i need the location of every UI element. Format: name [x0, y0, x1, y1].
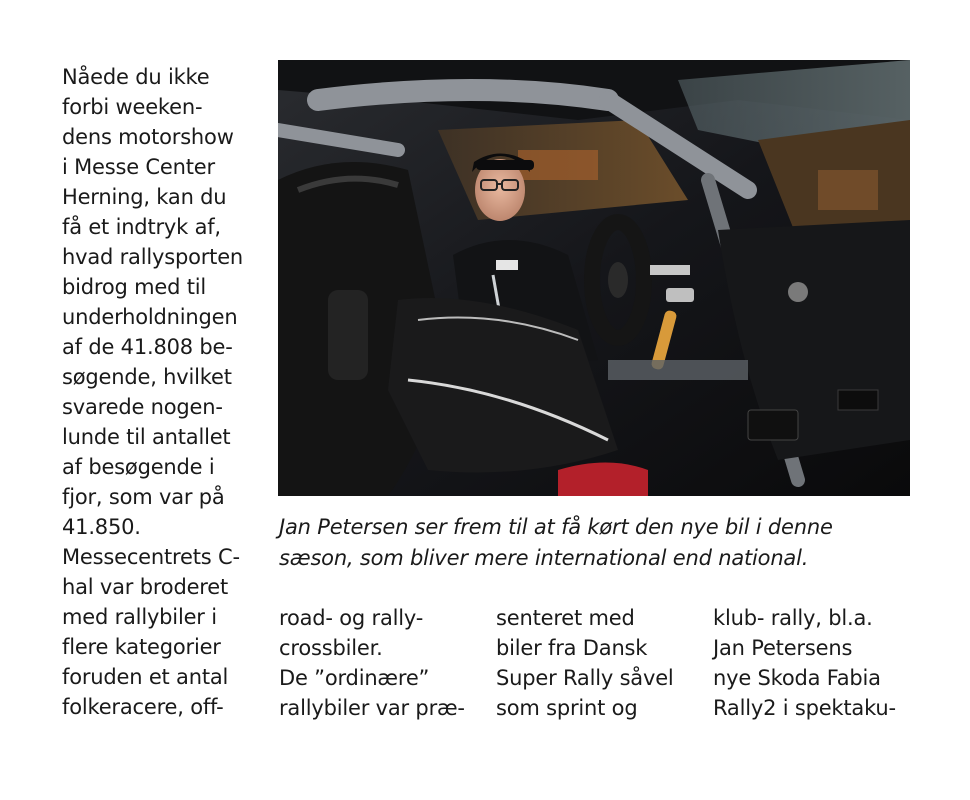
article-column-4 [713, 603, 913, 723]
text-line: crossbiler. [279, 636, 383, 660]
text-line: af besøgende i [62, 455, 215, 479]
text-line: forbi weeken- [62, 95, 203, 119]
text-line: folkeracere, off- [62, 695, 224, 719]
caption-line: sæson, som bliver mere international end national. [279, 546, 809, 570]
text-line: af de 41.808 be- [62, 335, 233, 359]
text-line: i Messe Center [62, 155, 215, 179]
text-line: hvad rallysporten [62, 245, 244, 269]
text-line: senteret med [496, 606, 635, 630]
text-line: Nåede du ikke [62, 65, 210, 89]
photo-illustration [278, 60, 910, 496]
floor-bar [608, 360, 748, 380]
text-line: rallybiler var præ- [279, 696, 465, 720]
text-line: Super Rally såvel [496, 666, 674, 690]
text-line: foruden et antal [62, 665, 229, 689]
text-line: Jan Petersens [713, 636, 853, 660]
dash-display [748, 410, 798, 440]
hall-display [818, 170, 878, 210]
text-line: svarede nogen- [62, 395, 223, 419]
text-line: nye Skoda Fabia [713, 666, 881, 690]
text-line: 41.850. [62, 515, 141, 539]
text-line: Messecentrets C- [62, 545, 240, 569]
text-line: dens motorshow [62, 125, 234, 149]
red-harness [558, 463, 648, 497]
text-line: Rally2 i spektaku- [713, 696, 896, 720]
text-line: hal var broderet [62, 575, 229, 599]
text-line: biler fra Dansk [496, 636, 648, 660]
text-line: lunde til antallet [62, 425, 231, 449]
article-column-2 [279, 603, 484, 723]
suit-logo [496, 260, 518, 270]
seat-harness [328, 290, 368, 380]
rally-car-cockpit-photo [278, 60, 910, 496]
text-line: Herning, kan du [62, 185, 227, 209]
text-line: bidrog med til [62, 275, 207, 299]
article-column-1 [62, 62, 262, 722]
text-line: flere kategorier [62, 635, 221, 659]
text-line: få et indtryk af, [62, 215, 221, 239]
text-line: med rallybiler i [62, 605, 217, 629]
photo-caption [279, 512, 909, 574]
text-line: søgende, hvilket [62, 365, 232, 389]
text-line: fjor, som var på [62, 485, 225, 509]
column-mount [650, 265, 690, 275]
article-column-3 [496, 603, 701, 723]
text-line: De ”ordinære” [279, 666, 430, 690]
skoda-emblem [788, 282, 808, 302]
text-line: road- og rally- [279, 606, 424, 630]
text-line: klub- rally, bl.a. [713, 606, 873, 630]
text-line: underholdningen [62, 305, 238, 329]
text-line: som sprint og [496, 696, 638, 720]
caption-line: Jan Petersen ser frem til at få kørt den nye bil i denne [279, 515, 833, 539]
